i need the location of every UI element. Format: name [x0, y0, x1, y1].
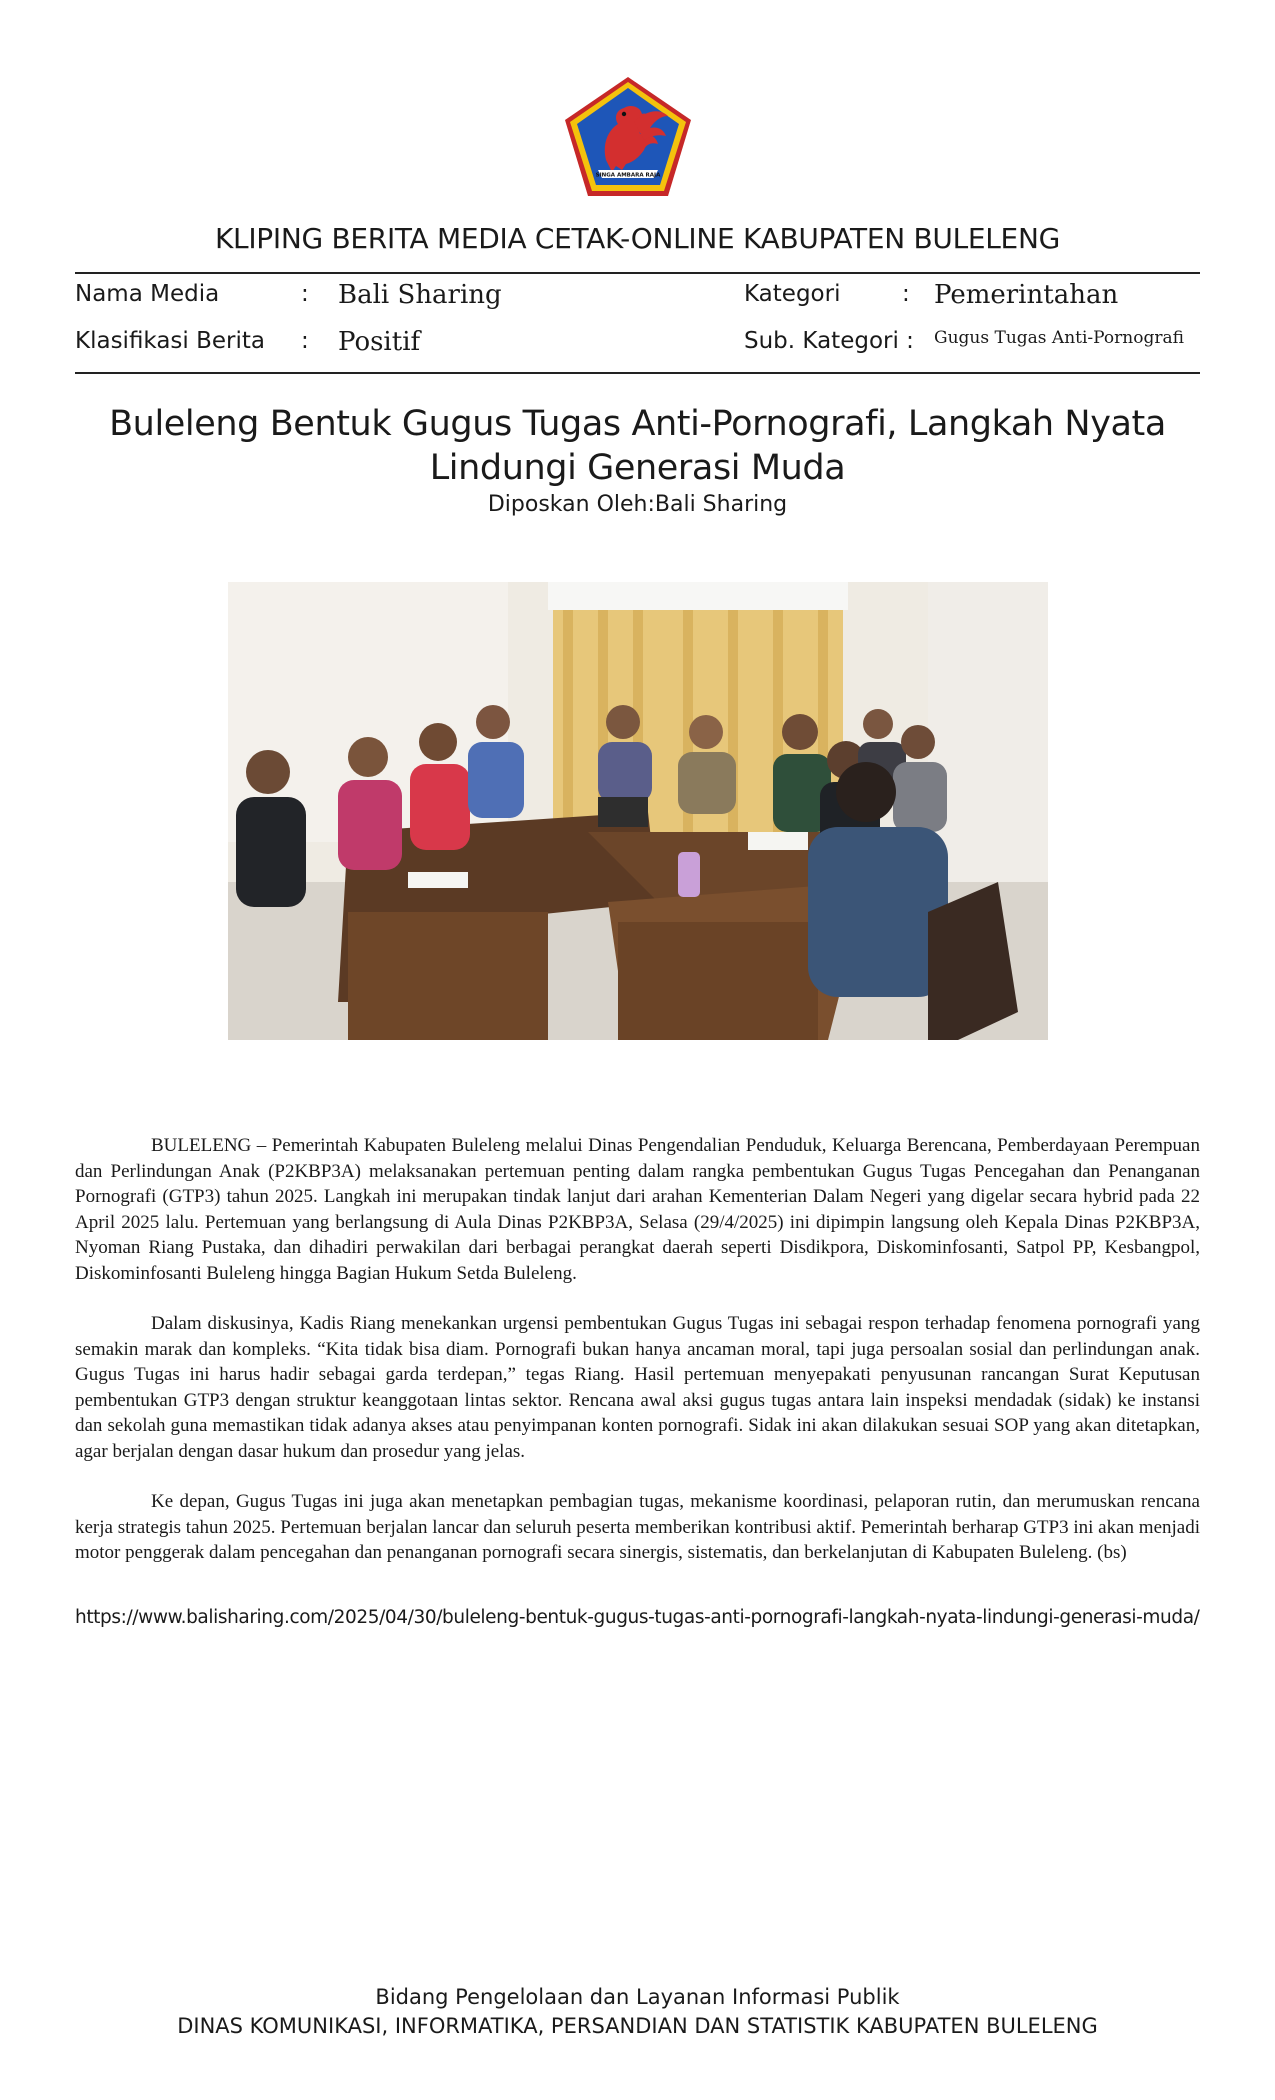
article-paragraph: Dalam diskusinya, Kadis Riang menekankan urgensi pembentukan Gugus Tugas ini sebagai respon terhadap fenomena pornografi yang semakin marak dan kompleks. “Kita tidak bisa diam. Pornografi bukan hanya ancaman moral, tapi juga persoalan sosial dan perlindungan anak. Gugus Tugas ini harus hadir sebagai garda terdepan,” tegas Riang. Hasil pertemuan menyepakati penyusunan rancangan Surat Keputusan pembentukan GTP3 dengan struktur keanggotaan lintas sektor. Rencana awal aksi gugus tugas antara lain inspeksi mendadak (sidak) ke instansi dan sekolah guna memastikan tidak adanya akses atau penyimpanan konten pornografi. Sidak ini akan dilakukan sesuai SOP yang akan ditetapkan, agar berjalan dengan dasar hukum dan prosedur yang jelas. [75, 1313, 1200, 1462]
media-colon: : [301, 281, 309, 307]
klasifikasi-label: Klasifikasi Berita [75, 328, 266, 354]
kategori-colon: : [902, 281, 910, 307]
klasifikasi-value: Positif [338, 327, 421, 357]
header-divider [75, 272, 1200, 274]
sub-kategori-label: Sub. Kategori : [744, 328, 914, 354]
page-title: KLIPING BERITA MEDIA CETAK-ONLINE KABUPATEN BULELENG [214, 222, 1060, 255]
klasifikasi-colon: : [301, 328, 309, 354]
article-photo [228, 582, 1048, 1040]
media-label: Nama Media [75, 281, 220, 307]
article-byline: Diposkan Oleh:Bali Sharing [487, 492, 788, 517]
source-link[interactable]: https://www.balisharing.com/2025/04/30/buleleng-bentuk-gugus-tugas-anti-pornografi-langkah-nyata-lindungi-generasi-muda/ [75, 1607, 1200, 1628]
media-value: Bali Sharing [338, 280, 502, 310]
kategori-label: Kategori [744, 281, 841, 307]
meta-divider [75, 372, 1200, 374]
article-paragraph: Ke depan, Gugus Tugas ini juga akan menetapkan pembagian tugas, mekanisme koordinasi, pelaporan rutin, dan merumuskan rencana kerja strategis tahun 2025. Pertemuan berjalan lancar dan seluruh peserta memberikan kontribusi aktif. Pemerintah berharap GTP3 ini akan menjadi motor penggerak dalam pencegahan dan penanganan pornografi secara sinergis, sistematis, dan berkelanjutan di Kabupaten Buleleng. (bs) [75, 1491, 1200, 1563]
sub-kategori-value: Gugus Tugas Anti-Pornografi [934, 328, 1184, 348]
article-headline: Buleleng Bentuk Gugus Tugas Anti-Pornografi, Langkah Nyata Lindungi Generasi Muda [109, 404, 1166, 488]
article-paragraph: BULELENG – Pemerintah Kabupaten Buleleng melalui Dinas Pengendalian Penduduk, Keluarga Berencana, Pemberdayaan Perempuan dan Perlindungan Anak (P2KBP3A) melaksanakan pertemuan penting dalam rangka pembentukan Gugus Tugas Pencegahan dan Penanganan Pornografi (GTP3) tahun 2025. Langkah ini merupakan tindak lanjut dari arahan Kementerian Dalam Negeri yang digelar secara hybrid pada 22 April 2025 lalu. Pertemuan yang berlangsung di Aula Dinas P2KBP3A, Selasa (29/4/2025) ini dipimpin langsung oleh Kepala Dinas P2KBP3A, Nyoman Riang Pustaka, dan dihadiri perwakilan dari berbagai perangkat daerah seperti Disdikpora, Diskominfosanti, Satpol PP, Kesbangpol, Diskominfosanti Buleleng hingga Bagian Hukum Setda Buleleng. [75, 1135, 1200, 1284]
logo-motto: SINGA AMBARA RAJA [595, 172, 661, 179]
kategori-value: Pemerintahan [934, 280, 1119, 310]
buleleng-emblem-logo [562, 74, 694, 200]
article-body [75, 1133, 1200, 1591]
footer-unit-line: Bidang Pengelolaan dan Layanan Informasi Publik [375, 1985, 900, 2009]
footer-agency-line: DINAS KOMUNIKASI, INFORMATIKA, PERSANDIAN DAN STATISTIK KABUPATEN BULELENG [177, 2014, 1098, 2038]
